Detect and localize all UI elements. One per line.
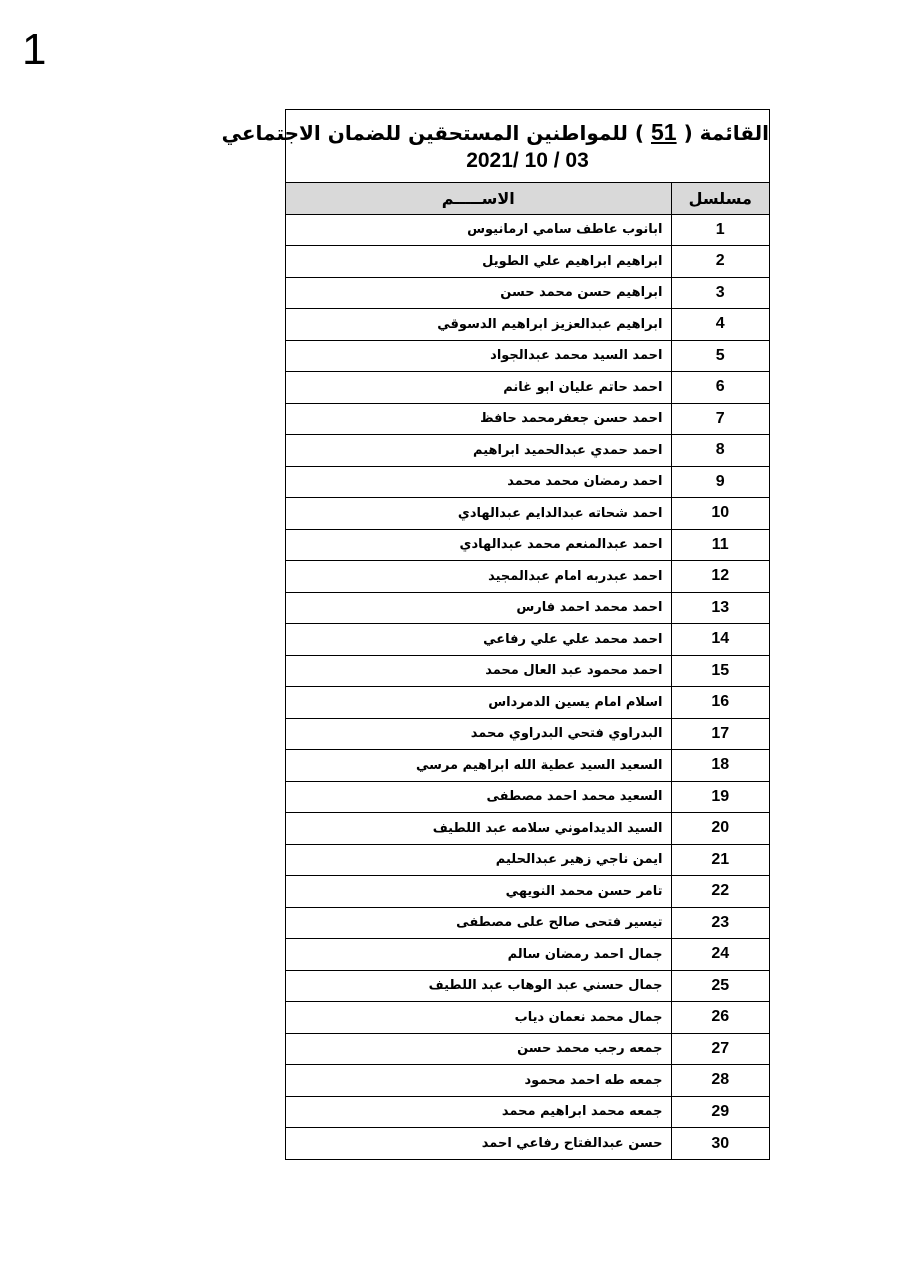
- row-serial: 27: [671, 1033, 769, 1065]
- table-row: [286, 750, 769, 782]
- row-name: ايمن ناجي زهير عبدالحليم: [286, 844, 671, 876]
- row-name: ابراهيم ابراهيم علي الطويل: [286, 246, 671, 278]
- table-row: [286, 309, 769, 341]
- row-name: جمال احمد رمضان سالم: [286, 939, 671, 971]
- row-serial: 28: [671, 1065, 769, 1097]
- table-row: [286, 687, 769, 719]
- table-header-row: [286, 183, 769, 214]
- row-serial: 23: [671, 907, 769, 939]
- table-row: [286, 813, 769, 845]
- table-row: [286, 844, 769, 876]
- row-name: احمد حسن جعفرمحمد حافظ: [286, 403, 671, 435]
- row-name: ابراهيم عبدالعزيز ابراهيم الدسوقي: [286, 309, 671, 341]
- page-number: 1: [22, 25, 47, 74]
- row-serial: 30: [671, 1128, 769, 1160]
- table-body: [286, 214, 769, 1159]
- row-serial: 14: [671, 624, 769, 656]
- names-table: [286, 183, 769, 1159]
- row-serial: 7: [671, 403, 769, 435]
- row-serial: 25: [671, 970, 769, 1002]
- row-serial: 19: [671, 781, 769, 813]
- row-serial: 17: [671, 718, 769, 750]
- row-name: احمد عبدربه امام عبدالمجيد: [286, 561, 671, 593]
- table-row: [286, 1096, 769, 1128]
- list-date: 2021/ 10 / 03: [466, 149, 589, 172]
- row-name: احمد محمد علي علي رفاعي: [286, 624, 671, 656]
- row-serial: 12: [671, 561, 769, 593]
- row-name: احمد رمضان محمد محمد: [286, 466, 671, 498]
- list-title: [221, 118, 769, 147]
- list-number: 51: [651, 119, 677, 145]
- list-title-prefix: القائمة (: [683, 121, 769, 145]
- table-row: [286, 498, 769, 530]
- table-row: [286, 340, 769, 372]
- table-row: [286, 718, 769, 750]
- table-row: [286, 466, 769, 498]
- row-serial: 4: [671, 309, 769, 341]
- table-row: [286, 655, 769, 687]
- row-name: جمال محمد نعمان دياب: [286, 1002, 671, 1034]
- table-row: [286, 1002, 769, 1034]
- row-name: جمعه محمد ابراهيم محمد: [286, 1096, 671, 1128]
- table-row: [286, 372, 769, 404]
- row-name: السعيد السيد عطية الله ابراهيم مرسي: [286, 750, 671, 782]
- table-row: [286, 624, 769, 656]
- row-serial: 8: [671, 435, 769, 467]
- row-name: البدراوي فتحي البدراوي محمد: [286, 718, 671, 750]
- row-serial: 5: [671, 340, 769, 372]
- row-serial: 21: [671, 844, 769, 876]
- serial-column-header: مسلسل: [671, 183, 769, 214]
- table-row: [286, 1128, 769, 1160]
- row-serial: 18: [671, 750, 769, 782]
- row-serial: 9: [671, 466, 769, 498]
- row-serial: 16: [671, 687, 769, 719]
- row-serial: 22: [671, 876, 769, 908]
- row-name: احمد شحاته عبدالدايم عبدالهادي: [286, 498, 671, 530]
- row-name: تامر حسن محمد النويهي: [286, 876, 671, 908]
- row-name: حسن عبدالفتاح رفاعي احمد: [286, 1128, 671, 1160]
- table-row: [286, 1065, 769, 1097]
- row-name: جمعه طه احمد محمود: [286, 1065, 671, 1097]
- row-name: احمد حمدي عبدالحميد ابراهيم: [286, 435, 671, 467]
- table-row: [286, 1033, 769, 1065]
- table-row: [286, 781, 769, 813]
- row-serial: 10: [671, 498, 769, 530]
- row-name: اسلام امام يسين الدمرداس: [286, 687, 671, 719]
- table-row: [286, 214, 769, 246]
- table-row: [286, 435, 769, 467]
- row-name: احمد محمود عبد العال محمد: [286, 655, 671, 687]
- table-row: [286, 529, 769, 561]
- row-serial: 11: [671, 529, 769, 561]
- row-name: ابانوب عاطف سامي ارمانيوس: [467, 222, 663, 238]
- row-serial: 26: [671, 1002, 769, 1034]
- row-serial: 15: [671, 655, 769, 687]
- row-name: احمد السيد محمد عبدالجواد: [286, 340, 671, 372]
- row-serial: 29: [671, 1096, 769, 1128]
- row-name: احمد محمد احمد فارس: [286, 592, 671, 624]
- row-serial: 3: [671, 277, 769, 309]
- row-name: جمعه رجب محمد حسن: [286, 1033, 671, 1065]
- table-row: [286, 939, 769, 971]
- table-row: [286, 970, 769, 1002]
- table-row: [286, 592, 769, 624]
- row-serial: 6: [671, 372, 769, 404]
- table-row: [286, 561, 769, 593]
- row-serial: 1: [671, 214, 769, 246]
- row-serial: 2: [671, 246, 769, 278]
- table-row: [286, 403, 769, 435]
- row-name: جمال حسني عبد الوهاب عبد اللطيف: [286, 970, 671, 1002]
- row-name: احمد حاتم عليان ابو غانم: [286, 372, 671, 404]
- row-name: تيسير فتحى صالح على مصطفى: [286, 907, 671, 939]
- row-name: السعيد محمد احمد مصطفى: [286, 781, 671, 813]
- table-row: [286, 876, 769, 908]
- row-serial: 24: [671, 939, 769, 971]
- beneficiaries-list: [221, 109, 770, 1160]
- name-column-header: الاســـــم: [286, 183, 671, 214]
- row-name: احمد عبدالمنعم محمد عبدالهادي: [286, 529, 671, 561]
- row-serial: 13: [671, 592, 769, 624]
- table-row: [286, 277, 769, 309]
- row-name: السيد الديداموني سلامه عبد اللطيف: [286, 813, 671, 845]
- list-header: [221, 110, 769, 183]
- row-serial: 20: [671, 813, 769, 845]
- table-row: [286, 907, 769, 939]
- table-row: [286, 246, 769, 278]
- list-title-suffix: ) للمواطنين المستحقين للضمان الاجتماعي: [221, 121, 645, 145]
- row-name: ابراهيم حسن محمد حسن: [286, 277, 671, 309]
